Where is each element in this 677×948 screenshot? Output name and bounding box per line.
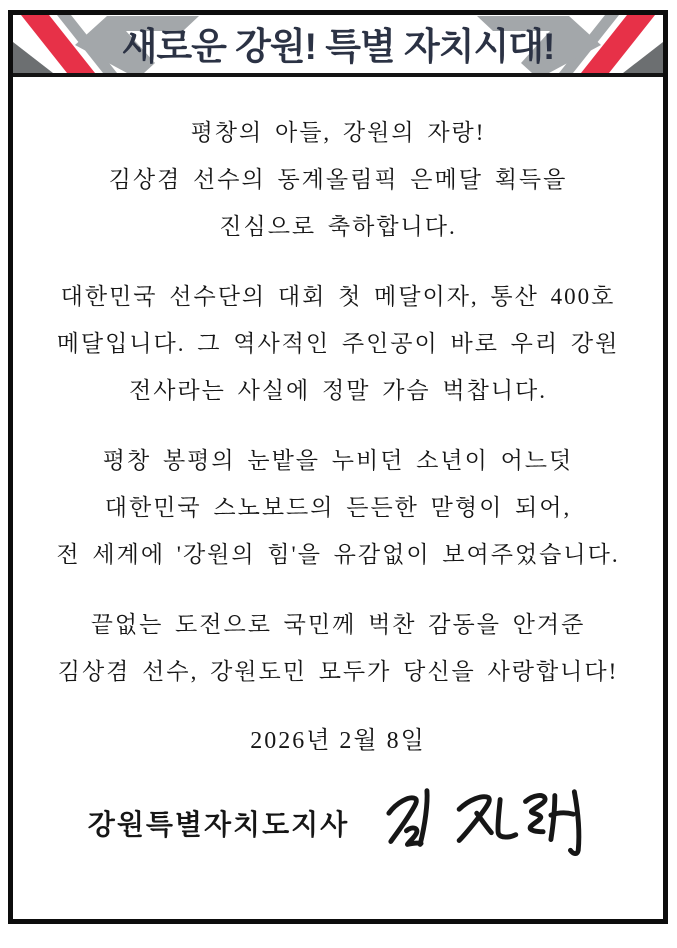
banner [13, 15, 663, 77]
letter-date: 2026년 2월 8일 [250, 728, 426, 754]
letter-body [13, 77, 663, 857]
paragraph-2 [13, 273, 663, 414]
paragraph-4 [13, 601, 663, 695]
paragraph-3-line-1: 평창 봉평의 눈밭을 누비던 소년이 어느덧 [102, 448, 574, 473]
paragraph-2-line-3: 전사라는 사실에 정말 가슴 벅찹니다. [128, 378, 548, 403]
paragraph-2-line-2: 메달입니다. 그 역사적인 주인공이 바로 우리 강원 [56, 331, 620, 356]
signer-title: 강원특별자치도지사 [87, 810, 350, 841]
paragraph-1 [13, 109, 663, 250]
paragraph-1-line-1: 평창의 아들, 강원의 자랑! [190, 120, 486, 145]
paragraph-3 [13, 437, 663, 578]
congratulatory-letter [8, 10, 668, 924]
paragraph-1-line-2: 김상겸 선수의 동계올림픽 은메달 획득을 [108, 167, 568, 192]
signature-handwriting-icon [383, 785, 588, 857]
paragraph-4-line-2: 김상겸 선수, 강원도민 모두가 당신을 사랑합니다! [57, 659, 619, 684]
signature-row [13, 789, 663, 857]
paragraph-3-line-2: 대한민국 스노보드의 든든한 맏형이 되어, [104, 495, 572, 520]
paragraph-3-line-3: 전 세계에 '강원의 힘'을 유감없이 보여주었습니다. [56, 542, 620, 567]
paragraph-2-line-1: 대한민국 선수단의 대회 첫 메달이자, 통산 400호 [60, 284, 616, 309]
paragraph-1-line-3: 진심으로 축하합니다. [219, 214, 457, 239]
paragraph-4-line-1: 끝없는 도전으로 국민께 벅찬 감동을 안겨준 [90, 612, 586, 637]
banner-title: 새로운 강원! 특별 자치시대! [121, 25, 555, 67]
